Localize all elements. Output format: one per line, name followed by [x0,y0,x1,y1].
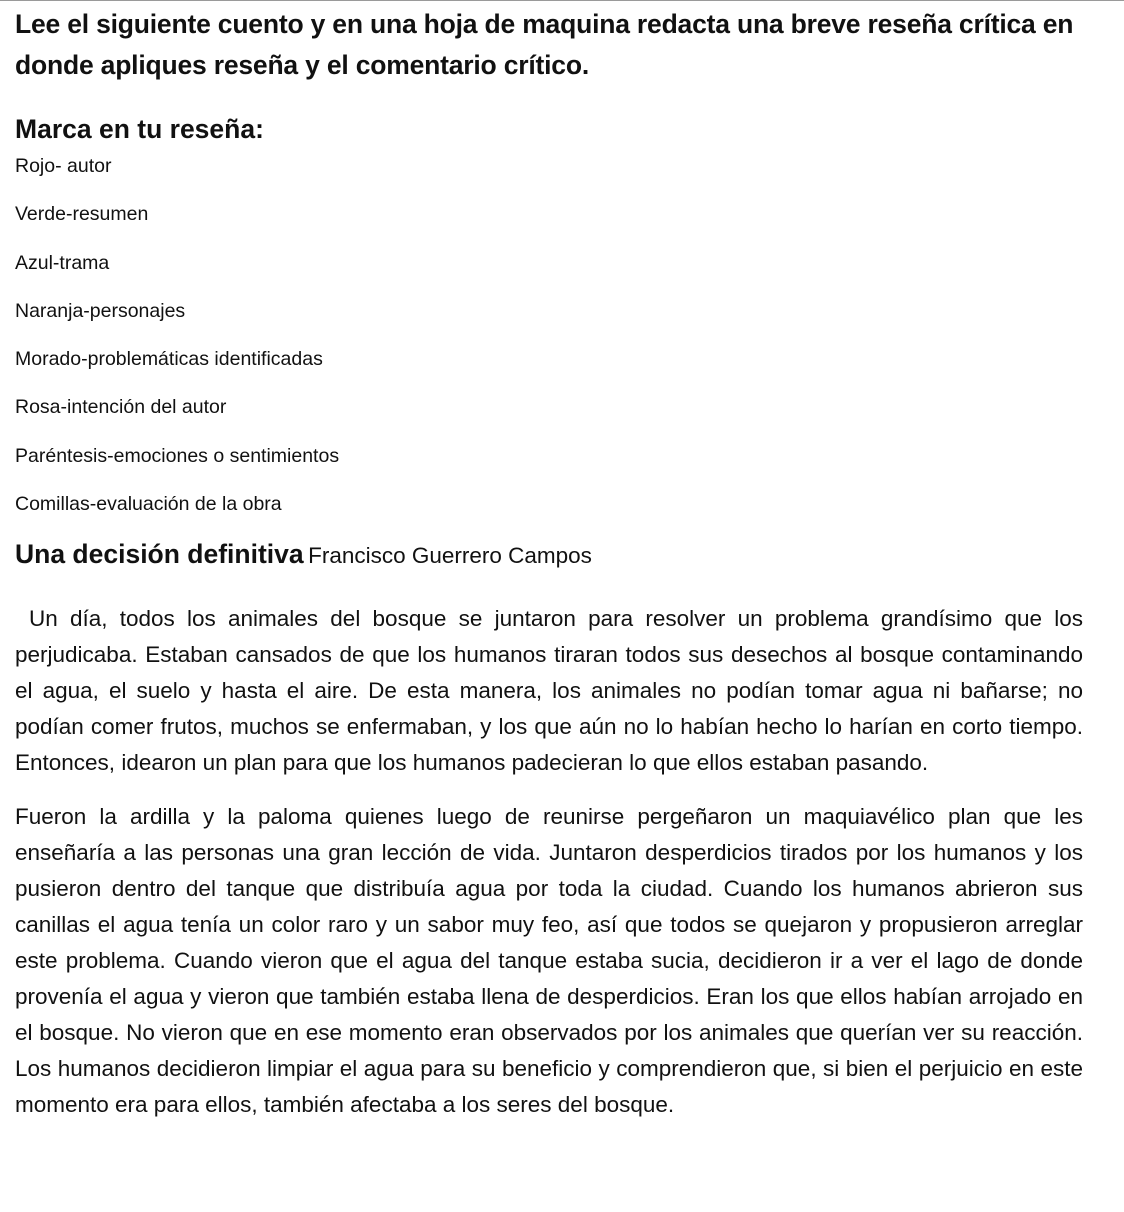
legend-item-morado: Morado-problemáticas identificadas [15,348,323,371]
legend-item-rosa: Rosa-intención del autor [15,396,227,419]
document-page [15,0,1083,1123]
story-paragraph: Un día, todos los animales del bosque se juntaron para resolver un problema grandísimo que los perjudicaba. Estaban cansados de que los humanos tiraran todos sus desechos al bosque contaminando el agua, el suelo y hasta el aire. De esta manera, los animales no podían tomar agua ni bañarse; no podían comer frutos, muchos se enfermaban, y los que aún no lo habían hecho lo harían en corto tiempo. Entonces, idearon un plan para que los humanos padecieran lo que ellos estaban pasando. [15,606,1083,776]
instruction-text: Lee el siguiente cuento y en una hoja de maquina redacta una breve reseña crítica en donde apliques reseña y el comentario crítico. [15,9,1074,80]
legend-heading: Marca en tu reseña: [15,114,264,144]
legend-item-rojo: Rojo- autor [15,155,112,177]
legend-item-verde: Verde-resumen [15,203,149,226]
story-heading [15,536,1083,577]
legend-item-naranja: Naranja-personajes [15,299,186,322]
legend-item-comillas: Comillas-evaluación de la obra [15,493,282,516]
story-title: Una decisión definitiva [15,539,304,570]
story-author: Francisco Guerrero Campos [308,543,592,569]
color-legend-list [15,154,1083,516]
legend-item-azul: Azul-trama [15,251,110,274]
legend-item-parentesis: Paréntesis-emociones o sentimientos [15,444,340,467]
story-paragraph: Fueron la ardilla y la paloma quienes luego de reunirse pergeñaron un maquiavélico plan que les enseñaría a las personas una gran lección de vida. Juntaron desperdicios tirados por los humanos y los pusieron dentro del tanque que distribuía agua por toda la ciudad. Cuando los humanos abrieron sus canillas el agua tenía un color raro y un sabor muy feo, así que todos se quejaron y propusieron arreglar este problema. Cuando vieron que el agua del tanque estaba sucia, decidieron ir a ver el lago de donde provenía el agua y vieron que también estaba llena de desperdicios. Eran los que ellos habían arrojado en el bosque. No vieron que en ese momento eran observados por los animales que querían ver su reacción. Los humanos decidieron limpiar el agua para su beneficio y comprendieron que, si bien el perjuicio en este momento era para ellos, también afectaba a los seres del bosque. [15,804,1083,1118]
